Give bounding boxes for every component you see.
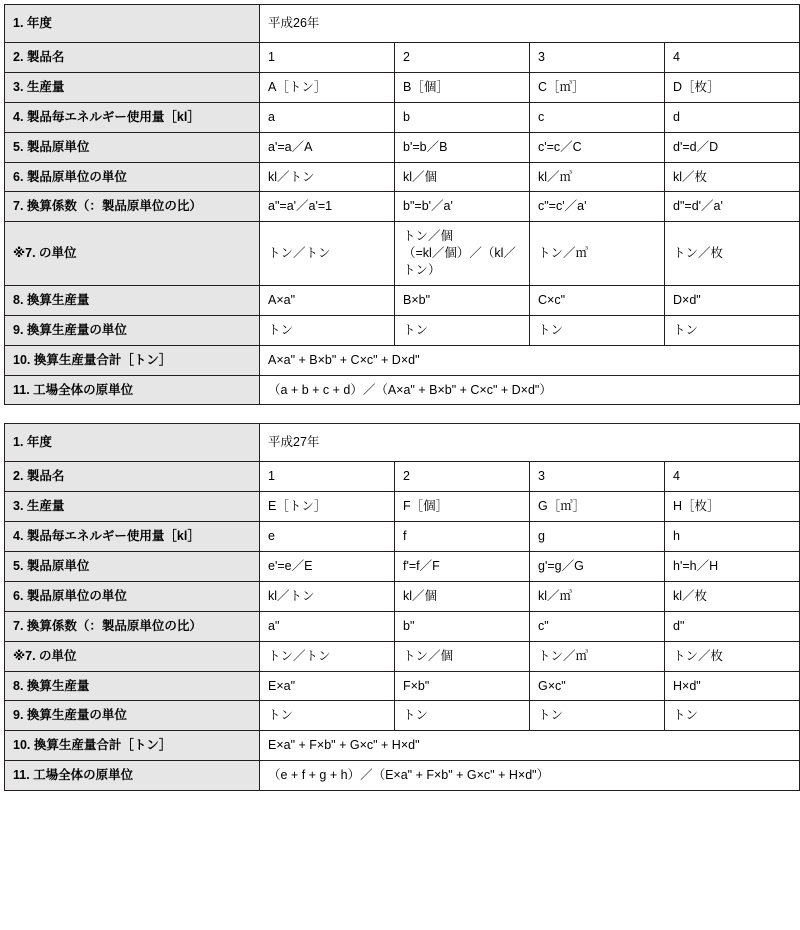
tables-container	[2, 4, 798, 791]
row-value: H×d"	[665, 671, 800, 701]
row-value: d"=d'／a'	[665, 192, 800, 222]
row-value: h'=h／H	[665, 552, 800, 582]
table-row	[5, 162, 800, 192]
row-label: 7. 換算係数（：製品原単位の比）	[5, 611, 260, 641]
row-value: b"=b'／a'	[395, 192, 530, 222]
table-row	[5, 72, 800, 102]
row-value: トン	[260, 315, 395, 345]
row-value: トン／トン	[260, 222, 395, 286]
row-label: 2. 製品名	[5, 462, 260, 492]
row-label: ※7. の単位	[5, 222, 260, 286]
table-row	[5, 345, 800, 375]
table-row	[5, 522, 800, 552]
table-row	[5, 581, 800, 611]
table-row	[5, 5, 800, 43]
row-value: a	[260, 102, 395, 132]
row-label: 2. 製品名	[5, 43, 260, 73]
row-label: 5. 製品原単位	[5, 132, 260, 162]
row-value: kl／トン	[260, 581, 395, 611]
row-value: c"	[530, 611, 665, 641]
row-value: 4	[665, 43, 800, 73]
row-label: 3. 生産量	[5, 492, 260, 522]
row-value: A×a" + B×b" + C×c" + D×d"	[260, 345, 800, 375]
spec-table	[4, 423, 800, 791]
row-value: F×b"	[395, 671, 530, 701]
row-value: h	[665, 522, 800, 552]
table-row	[5, 424, 800, 462]
row-value: e	[260, 522, 395, 552]
row-value: kl／個	[395, 581, 530, 611]
row-value: E×a" + F×b" + G×c" + H×d"	[260, 731, 800, 761]
row-value: a'=a／A	[260, 132, 395, 162]
row-value: b"	[395, 611, 530, 641]
row-label: 6. 製品原単位の単位	[5, 581, 260, 611]
row-value: a"=a'／a'=1	[260, 192, 395, 222]
row-value: b'=b／B	[395, 132, 530, 162]
row-value: トン／枚	[665, 641, 800, 671]
row-value: kl／枚	[665, 162, 800, 192]
row-value: kl／㎥	[530, 581, 665, 611]
row-value: 平成26年	[260, 5, 800, 43]
row-value: トン	[530, 315, 665, 345]
row-value: d	[665, 102, 800, 132]
row-value: 2	[395, 43, 530, 73]
row-value: c"=c'／a'	[530, 192, 665, 222]
row-label: 11. 工場全体の原単位	[5, 375, 260, 405]
row-value: 平成27年	[260, 424, 800, 462]
row-value: A［トン］	[260, 72, 395, 102]
row-value: f	[395, 522, 530, 552]
row-label: 3. 生産量	[5, 72, 260, 102]
row-label: 1. 年度	[5, 424, 260, 462]
row-label: 11. 工場全体の原単位	[5, 761, 260, 791]
row-label: 8. 換算生産量	[5, 285, 260, 315]
row-value: B×b"	[395, 285, 530, 315]
row-value: f'=f／F	[395, 552, 530, 582]
row-value: d'=d／D	[665, 132, 800, 162]
table-row	[5, 761, 800, 791]
row-value: 2	[395, 462, 530, 492]
row-value: d"	[665, 611, 800, 641]
row-value: D［枚］	[665, 72, 800, 102]
row-value: C×c"	[530, 285, 665, 315]
row-value: 3	[530, 43, 665, 73]
row-value: F［個］	[395, 492, 530, 522]
row-value: c'=c／C	[530, 132, 665, 162]
table-row	[5, 285, 800, 315]
row-label: 4. 製品毎エネルギー使用量［kl］	[5, 102, 260, 132]
row-value: （e + f + g + h）／（E×a" + F×b" + G×c" + H×d"）	[260, 761, 800, 791]
row-value: トン	[260, 701, 395, 731]
row-label: 7. 換算係数（：製品原単位の比）	[5, 192, 260, 222]
row-value: トン	[665, 315, 800, 345]
row-label: 10. 換算生産量合計［トン］	[5, 345, 260, 375]
row-value: トン／枚	[665, 222, 800, 286]
row-value: トン／㎥	[530, 641, 665, 671]
row-label: 8. 換算生産量	[5, 671, 260, 701]
row-label: 4. 製品毎エネルギー使用量［kl］	[5, 522, 260, 552]
row-value: g	[530, 522, 665, 552]
row-value: A×a"	[260, 285, 395, 315]
row-value: C［㎥］	[530, 72, 665, 102]
table-row	[5, 192, 800, 222]
row-label: 6. 製品原単位の単位	[5, 162, 260, 192]
row-value: g'=g／G	[530, 552, 665, 582]
table-row	[5, 611, 800, 641]
row-value: B［個］	[395, 72, 530, 102]
row-value: 1	[260, 462, 395, 492]
row-label: ※7. の単位	[5, 641, 260, 671]
row-value: c	[530, 102, 665, 132]
row-value: E［トン］	[260, 492, 395, 522]
row-value: トン	[665, 701, 800, 731]
row-value: 3	[530, 462, 665, 492]
table-row	[5, 731, 800, 761]
row-label: 1. 年度	[5, 5, 260, 43]
table-row	[5, 375, 800, 405]
row-value: D×d"	[665, 285, 800, 315]
row-value: H［枚］	[665, 492, 800, 522]
row-value: （a + b + c + d）／（A×a" + B×b" + C×c" + D×d"）	[260, 375, 800, 405]
row-value: e'=e／E	[260, 552, 395, 582]
table-row	[5, 102, 800, 132]
table-row	[5, 315, 800, 345]
row-value: 4	[665, 462, 800, 492]
row-value: トン／個	[395, 641, 530, 671]
row-value: トン	[395, 315, 530, 345]
row-label: 9. 換算生産量の単位	[5, 315, 260, 345]
row-value: G［㎥］	[530, 492, 665, 522]
row-label: 9. 換算生産量の単位	[5, 701, 260, 731]
table-row	[5, 552, 800, 582]
table-row	[5, 462, 800, 492]
row-value: トン／㎥	[530, 222, 665, 286]
table-row	[5, 701, 800, 731]
row-label: 5. 製品原単位	[5, 552, 260, 582]
table-row	[5, 641, 800, 671]
row-value: 1	[260, 43, 395, 73]
row-value: kl／㎥	[530, 162, 665, 192]
table-row	[5, 132, 800, 162]
table-row	[5, 671, 800, 701]
row-value: E×a"	[260, 671, 395, 701]
table-row	[5, 492, 800, 522]
row-value: トン／トン	[260, 641, 395, 671]
row-label: 10. 換算生産量合計［トン］	[5, 731, 260, 761]
row-value: a"	[260, 611, 395, 641]
row-value: b	[395, 102, 530, 132]
row-value: kl／個	[395, 162, 530, 192]
table-row	[5, 43, 800, 73]
row-value: kl／枚	[665, 581, 800, 611]
spec-table	[4, 4, 800, 405]
row-value: G×c"	[530, 671, 665, 701]
row-value: トン／個 （=kl／個）／（kl／トン）	[395, 222, 530, 286]
row-value: kl／トン	[260, 162, 395, 192]
row-value: トン	[530, 701, 665, 731]
row-value: トン	[395, 701, 530, 731]
table-row	[5, 222, 800, 286]
